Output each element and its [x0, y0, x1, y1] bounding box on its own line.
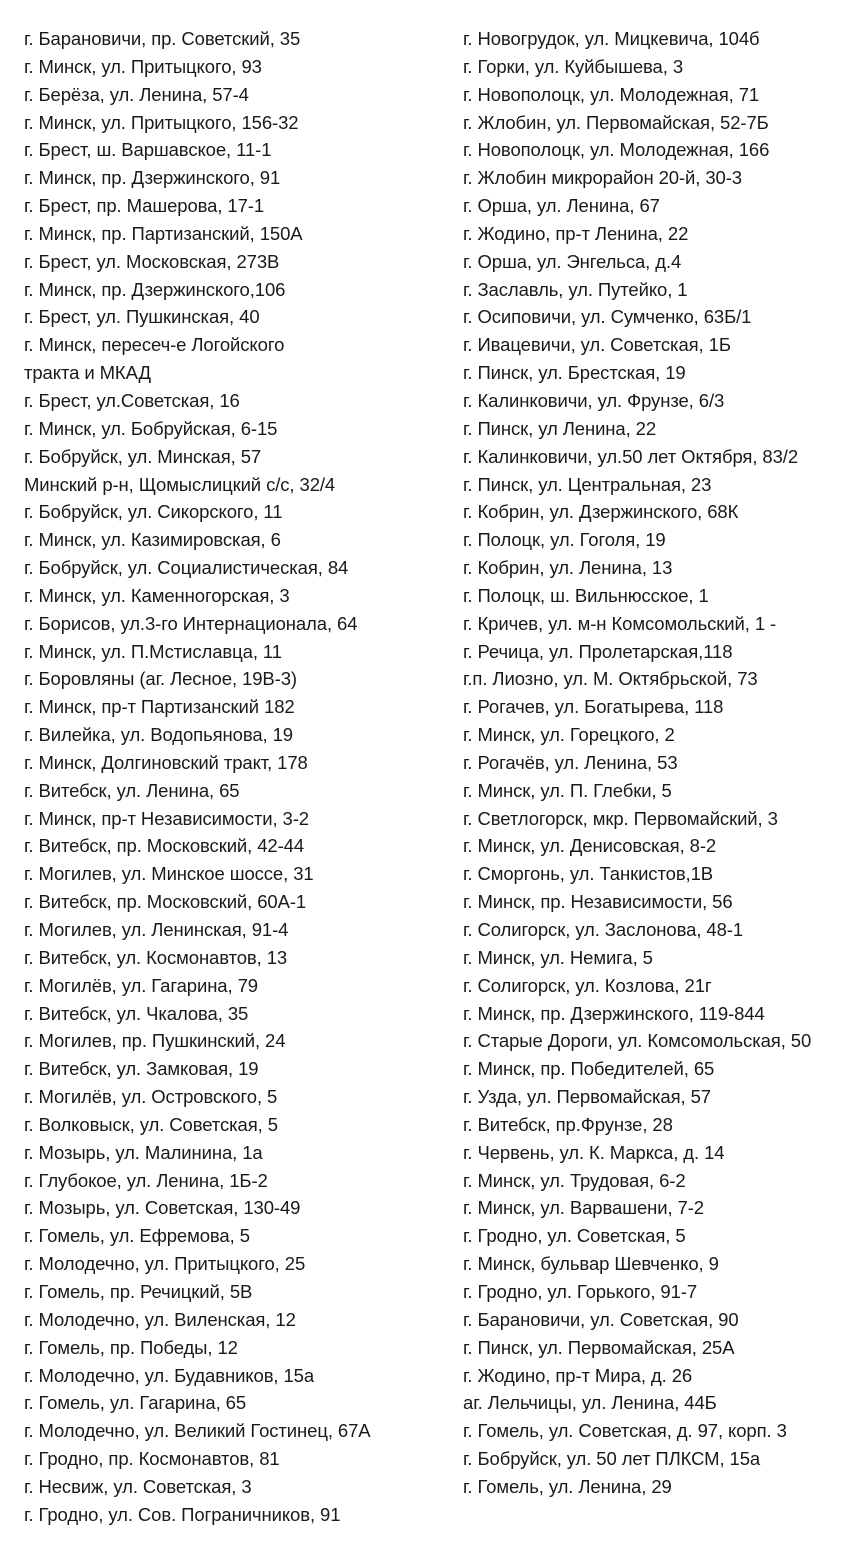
address-item: г. Гомель, ул. Гагарина, 65	[24, 1392, 247, 1414]
address-item: г. Бобруйск, ул. 50 лет ПЛКСМ, 15а	[463, 1448, 761, 1470]
address-item: г. Калинковичи, ул. Фрунзе, 6/3	[463, 389, 725, 411]
address-item: аг. Лельчицы, ул. Ленина, 44Б	[463, 1392, 717, 1414]
address-item: г. Витебск, ул. Космонавтов, 13	[24, 946, 288, 968]
address-item: г. Брест, ул. Московская, 273В	[24, 250, 280, 272]
address-item: г. Гомель, ул. Ленина, 29	[463, 1475, 672, 1497]
address-item: г. Жлобин микрорайон 20-й, 30-3	[463, 167, 742, 189]
address-item: г. Витебск, ул. Ленина, 65	[24, 779, 240, 801]
address-item: г. Калинковичи, ул.50 лет Октября, 83/2	[463, 445, 799, 467]
address-column-right	[463, 25, 858, 1501]
address-item: г. Гомель, пр. Речицкий, 5В	[24, 1280, 253, 1302]
address-item: г. Бобруйск, ул. Минская, 57	[24, 445, 262, 467]
address-item: г. Минск, ул. Каменногорская, 3	[24, 584, 290, 606]
address-item: г. Жлобин, ул. Первомайская, 52-7Б	[463, 111, 769, 133]
address-item: г. Ивацевичи, ул. Советская, 1Б	[463, 334, 731, 356]
address-item: г. Минск, пр-т Партизанский 182	[24, 696, 295, 718]
address-item: г. Бобруйск, ул. Сикорского, 11	[24, 501, 283, 523]
address-item: г. Минск, ул. Притыцкого, 93	[24, 55, 262, 77]
address-item: г. Витебск, ул. Чкалова, 35	[24, 1002, 249, 1024]
address-item: г. Минск, ул. Трудовая, 6-2	[463, 1169, 686, 1191]
address-item: г. Могилев, пр. Пушкинский, 24	[24, 1030, 286, 1052]
address-item: г. Минск, Долгиновский тракт, 178	[24, 751, 308, 773]
address-item: г. Брест, ул.Советская, 16	[24, 389, 240, 411]
address-item: г. Минск, ул. Денисовская, 8-2	[463, 835, 717, 857]
address-item: г. Витебск, пр.Фрунзе, 28	[463, 1113, 673, 1135]
address-item: г. Молодечно, ул. Будавников, 15а	[24, 1364, 315, 1386]
address-item: г. Бобруйск, ул. Социалистическая, 84	[24, 557, 349, 579]
address-item: г. Жодино, пр-т Ленина, 22	[463, 222, 689, 244]
address-item: г. Могилёв, ул. Гагарина, 79	[24, 974, 258, 996]
address-item: г. Рогачев, ул. Богатырева, 118	[463, 696, 724, 718]
address-item: г. Минск, ул. Варвашени, 7-2	[463, 1197, 704, 1219]
address-item: г. Минск, ул. Притыцкого, 156-32	[24, 111, 299, 133]
address-item: г. Минск, ул. Бобруйская, 6-15	[24, 417, 278, 439]
address-item: г. Минск, пр. Дзержинского,106	[24, 278, 286, 300]
address-item: г. Сморгонь, ул. Танкистов,1В	[463, 863, 714, 885]
address-item: г. Орша, ул. Энгельса, д.4	[463, 250, 682, 272]
address-item: г. Брест, ул. Пушкинская, 40	[24, 306, 260, 328]
address-item: г. Брест, пр. Машерова, 17-1	[24, 195, 265, 217]
address-item: г. Витебск, пр. Московский, 42-44	[24, 835, 305, 857]
address-item: г. Борисов, ул.3-го Интернационала, 64	[24, 612, 358, 634]
address-item: г. Молодечно, ул. Виленская, 12	[24, 1308, 296, 1330]
address-item: г. Заславль, ул. Путейко, 1	[463, 278, 688, 300]
address-item: г. Минск, ул. П. Глебки, 5	[463, 779, 672, 801]
address-item: г. Полоцк, ш. Вильнюсское, 1	[463, 584, 709, 606]
address-item: г. Новополоцк, ул. Молодежная, 166	[463, 139, 770, 161]
address-item: г. Орша, ул. Ленина, 67	[463, 195, 660, 217]
address-item: г. Пинск, ул. Первомайская, 25А	[463, 1336, 735, 1358]
address-item: г. Минск, бульвар Шевченко, 9	[463, 1253, 719, 1275]
address-item: г. Гродно, ул. Горького, 91-7	[463, 1280, 698, 1302]
address-item: г. Полоцк, ул. Гоголя, 19	[463, 529, 666, 551]
address-item: г. Жодино, пр-т Мира, д. 26	[463, 1364, 693, 1386]
address-item: г. Старые Дороги, ул. Комсомольская, 50	[463, 1030, 812, 1052]
address-item: г. Могилев, ул. Минское шоссе, 31	[24, 863, 314, 885]
address-item: г. Новогрудок, ул. Мицкевича, 104б	[463, 28, 760, 49]
address-item: г. Гомель, ул. Ефремова, 5	[24, 1225, 250, 1247]
address-item: г. Боровляны (аг. Лесное, 19В-3)	[24, 668, 297, 690]
address-item: г. Пинск, ул. Центральная, 23	[463, 473, 712, 495]
address-item: г. Минск, пр. Партизанский, 150А	[24, 222, 303, 244]
address-item: г. Гомель, пр. Победы, 12	[24, 1336, 238, 1358]
address-item: г. Несвиж, ул. Советская, 3	[24, 1475, 252, 1497]
address-item: г. Солигорск, ул. Козлова, 21г	[463, 974, 712, 996]
address-item: г. Молодечно, ул. Великий Гостинец, 67А	[24, 1420, 371, 1442]
address-item: г. Минск, ул. Немига, 5	[463, 946, 653, 968]
address-item: г. Берёза, ул. Ленина, 57-4	[24, 83, 249, 105]
address-item: г. Минск, ул. Казимировская, 6	[24, 529, 281, 551]
address-item: г. Узда, ул. Первомайская, 57	[463, 1086, 711, 1108]
address-item: г. Гродно, ул. Сов. Пограничников, 91	[24, 1503, 341, 1525]
address-item: г. Минск, пр. Победителей, 65	[463, 1058, 715, 1080]
address-item: г. Витебск, ул. Замковая, 19	[24, 1058, 259, 1080]
address-item: г. Глубокое, ул. Ленина, 1Б-2	[24, 1169, 268, 1191]
address-item: г. Вилейка, ул. Водопьянова, 19	[24, 724, 293, 746]
address-item: г. Мозырь, ул. Малинина, 1а	[24, 1141, 263, 1163]
address-item: г. Минск, ул. Горецкого, 2	[463, 724, 675, 746]
address-item: г. Рогачёв, ул. Ленина, 53	[463, 751, 678, 773]
address-item: г. Барановичи, пр. Советский, 35	[24, 28, 301, 49]
address-item: г. Червень, ул. К. Маркса, д. 14	[463, 1141, 725, 1163]
address-item: г. Могилев, ул. Ленинская, 91-4	[24, 919, 289, 940]
address-item: г. Новополоцк, ул. Молодежная, 71	[463, 83, 760, 105]
address-item: г. Молодечно, ул. Притыцкого, 25	[24, 1253, 306, 1275]
address-item: г. Минск, пр. Независимости, 56	[463, 891, 733, 913]
address-item: г. Кобрин, ул. Дзержинского, 68К	[463, 501, 739, 523]
address-item: г.п. Лиозно, ул. М. Октябрьской, 73	[463, 668, 758, 690]
address-item: г. Кобрин, ул. Ленина, 13	[463, 557, 673, 579]
address-item: тракта и МКАД	[24, 362, 151, 384]
address-item: г. Кричев, ул. м-н Комсомольский, 1 -	[463, 612, 777, 634]
address-item: г. Гродно, ул. Советская, 5	[463, 1225, 686, 1247]
address-item: г. Пинск, ул. Брестская, 19	[463, 362, 686, 384]
address-item: г. Осиповичи, ул. Сумченко, 63Б/1	[463, 306, 752, 328]
address-item: г. Волковыск, ул. Советская, 5	[24, 1113, 278, 1135]
address-item: г. Гродно, пр. Космонавтов, 81	[24, 1448, 280, 1470]
address-item: г. Речица, ул. Пролетарская,118	[463, 640, 733, 662]
address-item: г. Минск, пр. Дзержинского, 91	[24, 167, 281, 189]
address-item: г. Пинск, ул Ленина, 22	[463, 417, 657, 439]
address-item: г. Гомель, ул. Советская, д. 97, корп. 3	[463, 1420, 787, 1442]
address-item: г. Солигорск, ул. Заслонова, 48-1	[463, 919, 744, 940]
address-item: г. Минск, ул. П.Мстиславца, 11	[24, 640, 282, 662]
address-item: г. Светлогорск, мкр. Первомайский, 3	[463, 807, 778, 829]
address-item: г. Минск, пр. Дзержинского, 119-844	[463, 1002, 765, 1024]
address-item: г. Минск, пересеч-е Логойского	[24, 334, 285, 356]
address-item: г. Могилёв, ул. Островского, 5	[24, 1086, 278, 1108]
address-item: Минский р-н, Щомыслицкий с/с, 32/4	[24, 473, 336, 495]
address-item: г. Витебск, пр. Московский, 60А-1	[24, 891, 307, 913]
address-column-left	[24, 25, 444, 1529]
address-item: г. Мозырь, ул. Советская, 130-49	[24, 1197, 301, 1219]
address-item: г. Минск, пр-т Независимости, 3-2	[24, 807, 309, 829]
address-item: г. Горки, ул. Куйбышева, 3	[463, 55, 684, 77]
address-item: г. Брест, ш. Варшавское, 11-1	[24, 139, 272, 161]
address-item: г. Барановичи, ул. Советская, 90	[463, 1308, 739, 1330]
